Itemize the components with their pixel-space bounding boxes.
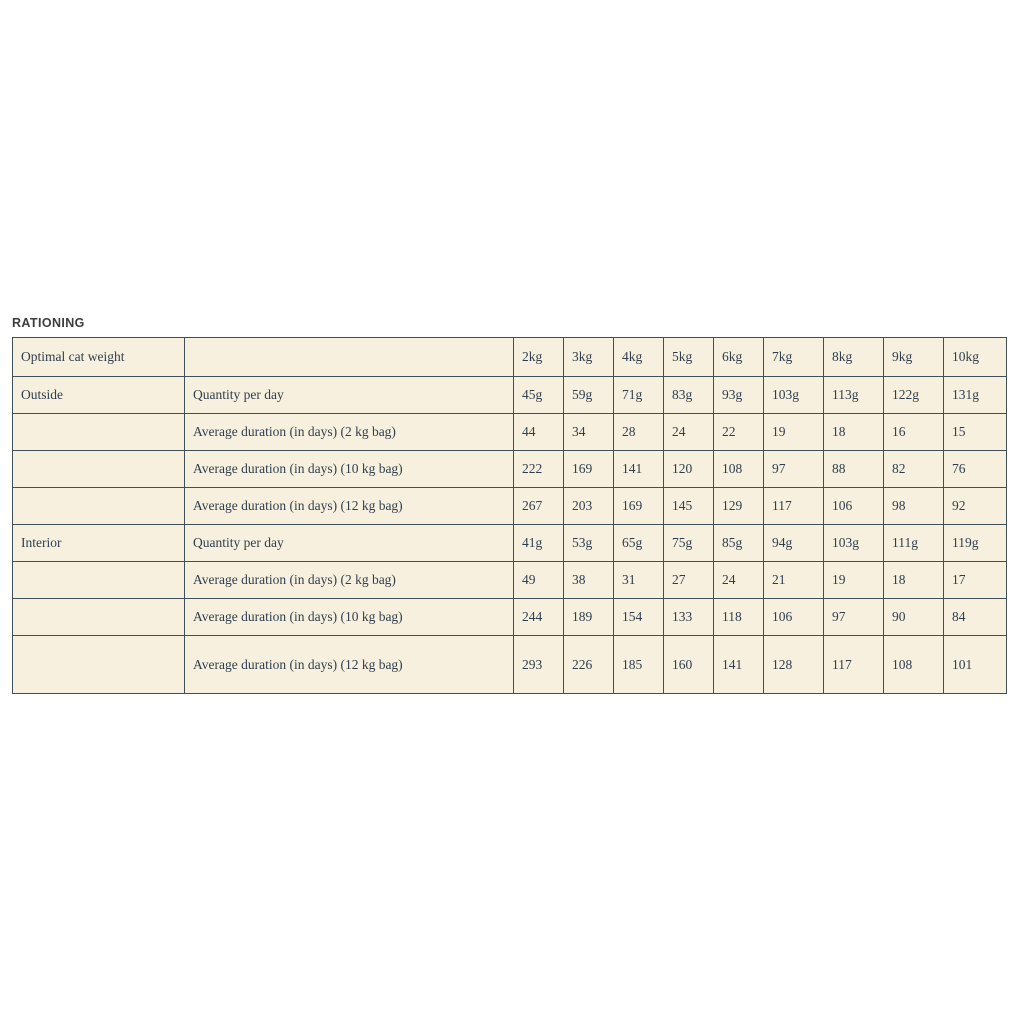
- value-cell: 169: [614, 488, 664, 525]
- header-empty-cell: [185, 338, 514, 377]
- value-cell: 98: [884, 488, 944, 525]
- value-cell: 222: [514, 451, 564, 488]
- weight-column-header: 4kg: [614, 338, 664, 377]
- value-cell: 17: [944, 562, 1007, 599]
- value-cell: 93g: [714, 377, 764, 414]
- value-cell: 226: [564, 636, 614, 694]
- value-cell: 118: [714, 599, 764, 636]
- value-cell: 44: [514, 414, 564, 451]
- value-cell: 122g: [884, 377, 944, 414]
- value-cell: 108: [884, 636, 944, 694]
- value-cell: 28: [614, 414, 664, 451]
- row-label-cell: Quantity per day: [185, 377, 514, 414]
- value-cell: 293: [514, 636, 564, 694]
- value-cell: 31: [614, 562, 664, 599]
- value-cell: 71g: [614, 377, 664, 414]
- header-row-label: Optimal cat weight: [13, 338, 185, 377]
- value-cell: 131g: [944, 377, 1007, 414]
- weight-column-header: 8kg: [824, 338, 884, 377]
- group-cell: [13, 488, 185, 525]
- value-cell: 97: [764, 451, 824, 488]
- value-cell: 27: [664, 562, 714, 599]
- value-cell: 244: [514, 599, 564, 636]
- value-cell: 185: [614, 636, 664, 694]
- value-cell: 75g: [664, 525, 714, 562]
- value-cell: 83g: [664, 377, 714, 414]
- value-cell: 154: [614, 599, 664, 636]
- value-cell: 203: [564, 488, 614, 525]
- value-cell: 16: [884, 414, 944, 451]
- value-cell: 19: [824, 562, 884, 599]
- weight-column-header: 6kg: [714, 338, 764, 377]
- table-row: [13, 525, 1007, 562]
- value-cell: 18: [824, 414, 884, 451]
- value-cell: 267: [514, 488, 564, 525]
- value-cell: 145: [664, 488, 714, 525]
- row-label-cell: Average duration (in days) (12 kg bag): [185, 636, 514, 694]
- group-cell: Outside: [13, 377, 185, 414]
- value-cell: 24: [714, 562, 764, 599]
- rationing-section: [12, 316, 1006, 694]
- row-label-cell: Average duration (in days) (10 kg bag): [185, 451, 514, 488]
- table-row: [13, 414, 1007, 451]
- value-cell: 49: [514, 562, 564, 599]
- group-cell: [13, 562, 185, 599]
- value-cell: 76: [944, 451, 1007, 488]
- value-cell: 59g: [564, 377, 614, 414]
- value-cell: 88: [824, 451, 884, 488]
- value-cell: 65g: [614, 525, 664, 562]
- value-cell: 19: [764, 414, 824, 451]
- value-cell: 90: [884, 599, 944, 636]
- value-cell: 160: [664, 636, 714, 694]
- row-label-cell: Average duration (in days) (2 kg bag): [185, 414, 514, 451]
- value-cell: 133: [664, 599, 714, 636]
- weight-column-header: 2kg: [514, 338, 564, 377]
- table-row: [13, 488, 1007, 525]
- value-cell: 53g: [564, 525, 614, 562]
- weight-column-header: 3kg: [564, 338, 614, 377]
- row-label-cell: Quantity per day: [185, 525, 514, 562]
- value-cell: 117: [764, 488, 824, 525]
- group-cell: [13, 636, 185, 694]
- value-cell: 24: [664, 414, 714, 451]
- table-row: [13, 377, 1007, 414]
- value-cell: 128: [764, 636, 824, 694]
- value-cell: 85g: [714, 525, 764, 562]
- table-row: [13, 599, 1007, 636]
- value-cell: 82: [884, 451, 944, 488]
- value-cell: 113g: [824, 377, 884, 414]
- value-cell: 97: [824, 599, 884, 636]
- value-cell: 41g: [514, 525, 564, 562]
- value-cell: 38: [564, 562, 614, 599]
- row-label-cell: Average duration (in days) (2 kg bag): [185, 562, 514, 599]
- value-cell: 108: [714, 451, 764, 488]
- table-row: [13, 562, 1007, 599]
- table-header-row: [13, 338, 1007, 377]
- table-row: [13, 636, 1007, 694]
- value-cell: 129: [714, 488, 764, 525]
- value-cell: 103g: [824, 525, 884, 562]
- value-cell: 45g: [514, 377, 564, 414]
- weight-column-header: 7kg: [764, 338, 824, 377]
- group-cell: [13, 599, 185, 636]
- value-cell: 141: [614, 451, 664, 488]
- value-cell: 18: [884, 562, 944, 599]
- table-row: [13, 451, 1007, 488]
- value-cell: 92: [944, 488, 1007, 525]
- value-cell: 189: [564, 599, 614, 636]
- weight-column-header: 9kg: [884, 338, 944, 377]
- row-label-cell: Average duration (in days) (10 kg bag): [185, 599, 514, 636]
- value-cell: 103g: [764, 377, 824, 414]
- value-cell: 34: [564, 414, 614, 451]
- value-cell: 15: [944, 414, 1007, 451]
- section-title: RATIONING: [12, 316, 85, 330]
- value-cell: 119g: [944, 525, 1007, 562]
- value-cell: 94g: [764, 525, 824, 562]
- value-cell: 141: [714, 636, 764, 694]
- value-cell: 21: [764, 562, 824, 599]
- row-label-cell: Average duration (in days) (12 kg bag): [185, 488, 514, 525]
- group-cell: [13, 451, 185, 488]
- value-cell: 111g: [884, 525, 944, 562]
- value-cell: 106: [824, 488, 884, 525]
- value-cell: 120: [664, 451, 714, 488]
- weight-column-header: 5kg: [664, 338, 714, 377]
- rationing-table: [12, 337, 1007, 694]
- group-cell: Interior: [13, 525, 185, 562]
- value-cell: 117: [824, 636, 884, 694]
- value-cell: 106: [764, 599, 824, 636]
- group-cell: [13, 414, 185, 451]
- value-cell: 22: [714, 414, 764, 451]
- weight-column-header: 10kg: [944, 338, 1007, 377]
- value-cell: 169: [564, 451, 614, 488]
- value-cell: 101: [944, 636, 1007, 694]
- value-cell: 84: [944, 599, 1007, 636]
